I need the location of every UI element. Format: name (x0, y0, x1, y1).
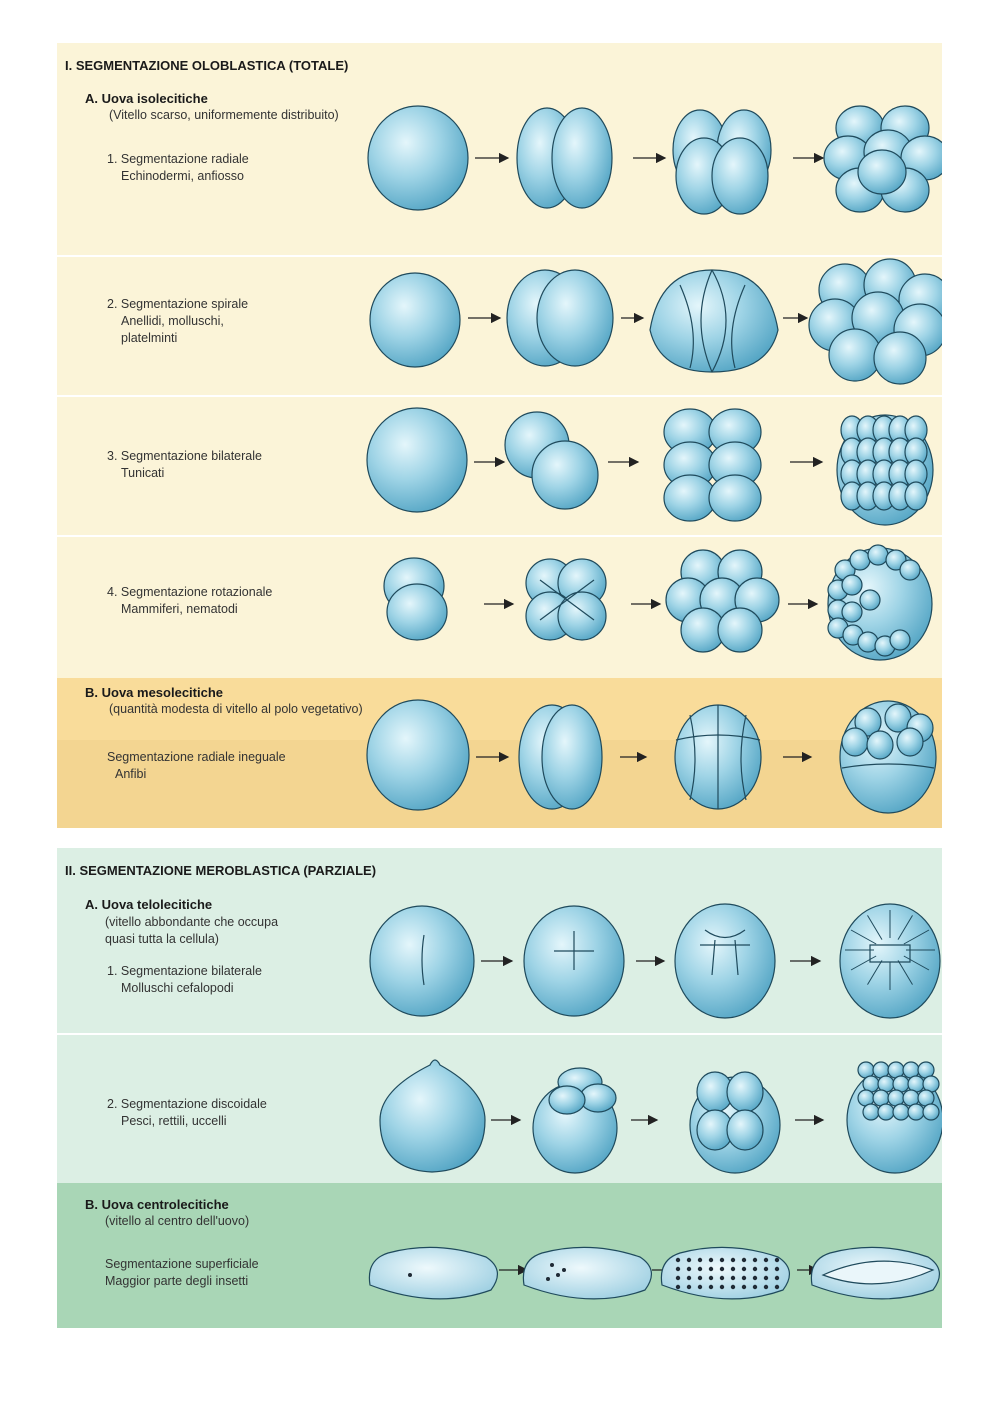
blastomere (712, 138, 768, 214)
row6-line2: Molluschi cefalopodi (121, 981, 234, 995)
nucleus (562, 1268, 566, 1272)
nucleus (720, 1276, 724, 1280)
nucleus (698, 1276, 702, 1280)
nucleus (687, 1285, 691, 1289)
blastomere (858, 150, 906, 194)
nucleus (720, 1267, 724, 1271)
blastomere (727, 1072, 763, 1112)
blastomere (718, 608, 762, 652)
nucleus (731, 1258, 735, 1262)
blastomere (923, 1104, 939, 1120)
blastomere (829, 329, 881, 381)
row2-line2: Anellidi, molluschi, (121, 314, 224, 328)
row2-line1: 2. Segmentazione spirale (107, 297, 249, 311)
blastomere (905, 482, 927, 510)
nucleus (709, 1276, 713, 1280)
blastomere (908, 1104, 924, 1120)
telolecithal-note2: quasi tutta la cellula) (105, 932, 219, 946)
nucleus (775, 1276, 779, 1280)
nucleus (709, 1285, 713, 1289)
nucleus (742, 1276, 746, 1280)
nucleus (720, 1285, 724, 1289)
nucleus (687, 1258, 691, 1262)
mesolecithal-title: B. Uova mesolecitiche (85, 685, 223, 700)
row1-line1: 1. Segmentazione radiale (107, 152, 249, 166)
nucleus (720, 1258, 724, 1262)
egg-cell (367, 700, 469, 810)
insect-egg (369, 1247, 497, 1299)
egg-cell (368, 106, 468, 210)
row5-line1: Segmentazione radiale ineguale (107, 750, 286, 764)
blastomere (532, 441, 598, 509)
nucleus (731, 1285, 735, 1289)
egg-cell (380, 1060, 485, 1172)
nucleus (742, 1258, 746, 1262)
blastomere (709, 475, 761, 521)
nucleus (764, 1276, 768, 1280)
egg-cell (367, 408, 467, 512)
row6-line1: 1. Segmentazione bilaterale (107, 964, 262, 978)
nucleus (731, 1276, 735, 1280)
isolecithal-note: (Vitello scarso, uniformemente distribuito) (109, 108, 339, 122)
row5-line2: Anfibi (115, 767, 147, 781)
nucleus (764, 1267, 768, 1271)
segmentation-plate (57, 43, 942, 1328)
centrolecithal-note: (vitello al centro dell'uovo) (105, 1214, 250, 1228)
blastomere (867, 731, 893, 759)
nucleus (698, 1258, 702, 1262)
nucleus (753, 1276, 757, 1280)
nucleus (775, 1258, 779, 1262)
blastomere (664, 475, 716, 521)
blastomere (890, 630, 910, 650)
nucleus (698, 1285, 702, 1289)
nucleus (546, 1277, 550, 1281)
blastomere (542, 705, 602, 809)
nucleus (687, 1276, 691, 1280)
nucleus (764, 1258, 768, 1262)
insect-egg (661, 1247, 789, 1299)
nucleus (775, 1267, 779, 1271)
nucleus (676, 1267, 680, 1271)
blastomere (860, 590, 880, 610)
nucleus (556, 1273, 560, 1277)
blastomere (874, 332, 926, 384)
row4-line1: 4. Segmentazione rotazionale (107, 585, 273, 599)
nucleus (753, 1267, 757, 1271)
row3-line2: Tunicati (121, 466, 165, 480)
nucleus (753, 1258, 757, 1262)
telolecithal-note1: (vitello abbondante che occupa (105, 915, 279, 929)
nucleus (742, 1285, 746, 1289)
blastomere (727, 1110, 763, 1150)
mesolecithal-note: (quantità modesta di vitello al polo vegetativo) (109, 702, 363, 716)
row2-line3: platelminti (121, 331, 178, 345)
blastomere (842, 728, 868, 756)
row1-line2: Echinodermi, anfiosso (121, 169, 244, 183)
blastomere (552, 108, 612, 208)
nucleus (709, 1258, 713, 1262)
nucleus (698, 1267, 702, 1271)
blastomere (842, 575, 862, 595)
nucleus (550, 1263, 554, 1267)
row8-line1: Segmentazione superficiale (105, 1257, 259, 1271)
row7-line1: 2. Segmentazione discoidale (107, 1097, 267, 1111)
blastomere (900, 560, 920, 580)
blastomere (863, 1104, 879, 1120)
blastomere (850, 550, 870, 570)
row8-line2: Maggior parte degli insetti (105, 1274, 249, 1288)
isolecithal-title: A. Uova isolecitiche (85, 91, 208, 106)
blastomere (893, 1104, 909, 1120)
blastomere (868, 545, 888, 565)
nucleus (687, 1267, 691, 1271)
telolecithal-title: A. Uova telolecitiche (85, 897, 213, 912)
row4-line2: Mammiferi, nematodi (121, 602, 238, 616)
nucleus (764, 1285, 768, 1289)
nucleus (775, 1285, 779, 1289)
nucleus (676, 1276, 680, 1280)
section1-title: I. SEGMENTAZIONE OLOBLASTICA (TOTALE) (65, 58, 349, 73)
nucleus (742, 1267, 746, 1271)
nucleus (676, 1258, 680, 1262)
nucleus (676, 1285, 680, 1289)
embryo-4-cell (650, 270, 778, 372)
blastomere (537, 270, 613, 366)
section2-title: II. SEGMENTAZIONE MEROBLASTICA (PARZIALE) (65, 863, 377, 878)
egg-cell (370, 273, 460, 367)
insect-egg (523, 1247, 651, 1299)
row7-line2: Pesci, rettili, uccelli (121, 1114, 227, 1128)
nucleus (731, 1267, 735, 1271)
nucleus (753, 1285, 757, 1289)
blastomere (387, 584, 447, 640)
nucleus (408, 1273, 412, 1277)
centrolecithal-title: B. Uova centrolecitiche (85, 1197, 229, 1212)
blastomere (549, 1086, 585, 1114)
egg-cell (675, 904, 775, 1018)
row3-line1: 3. Segmentazione bilaterale (107, 449, 262, 463)
embryo-drawings (57, 43, 942, 1328)
nucleus (709, 1267, 713, 1271)
blastomere (897, 728, 923, 756)
blastomere (878, 1104, 894, 1120)
blastomere (842, 602, 862, 622)
